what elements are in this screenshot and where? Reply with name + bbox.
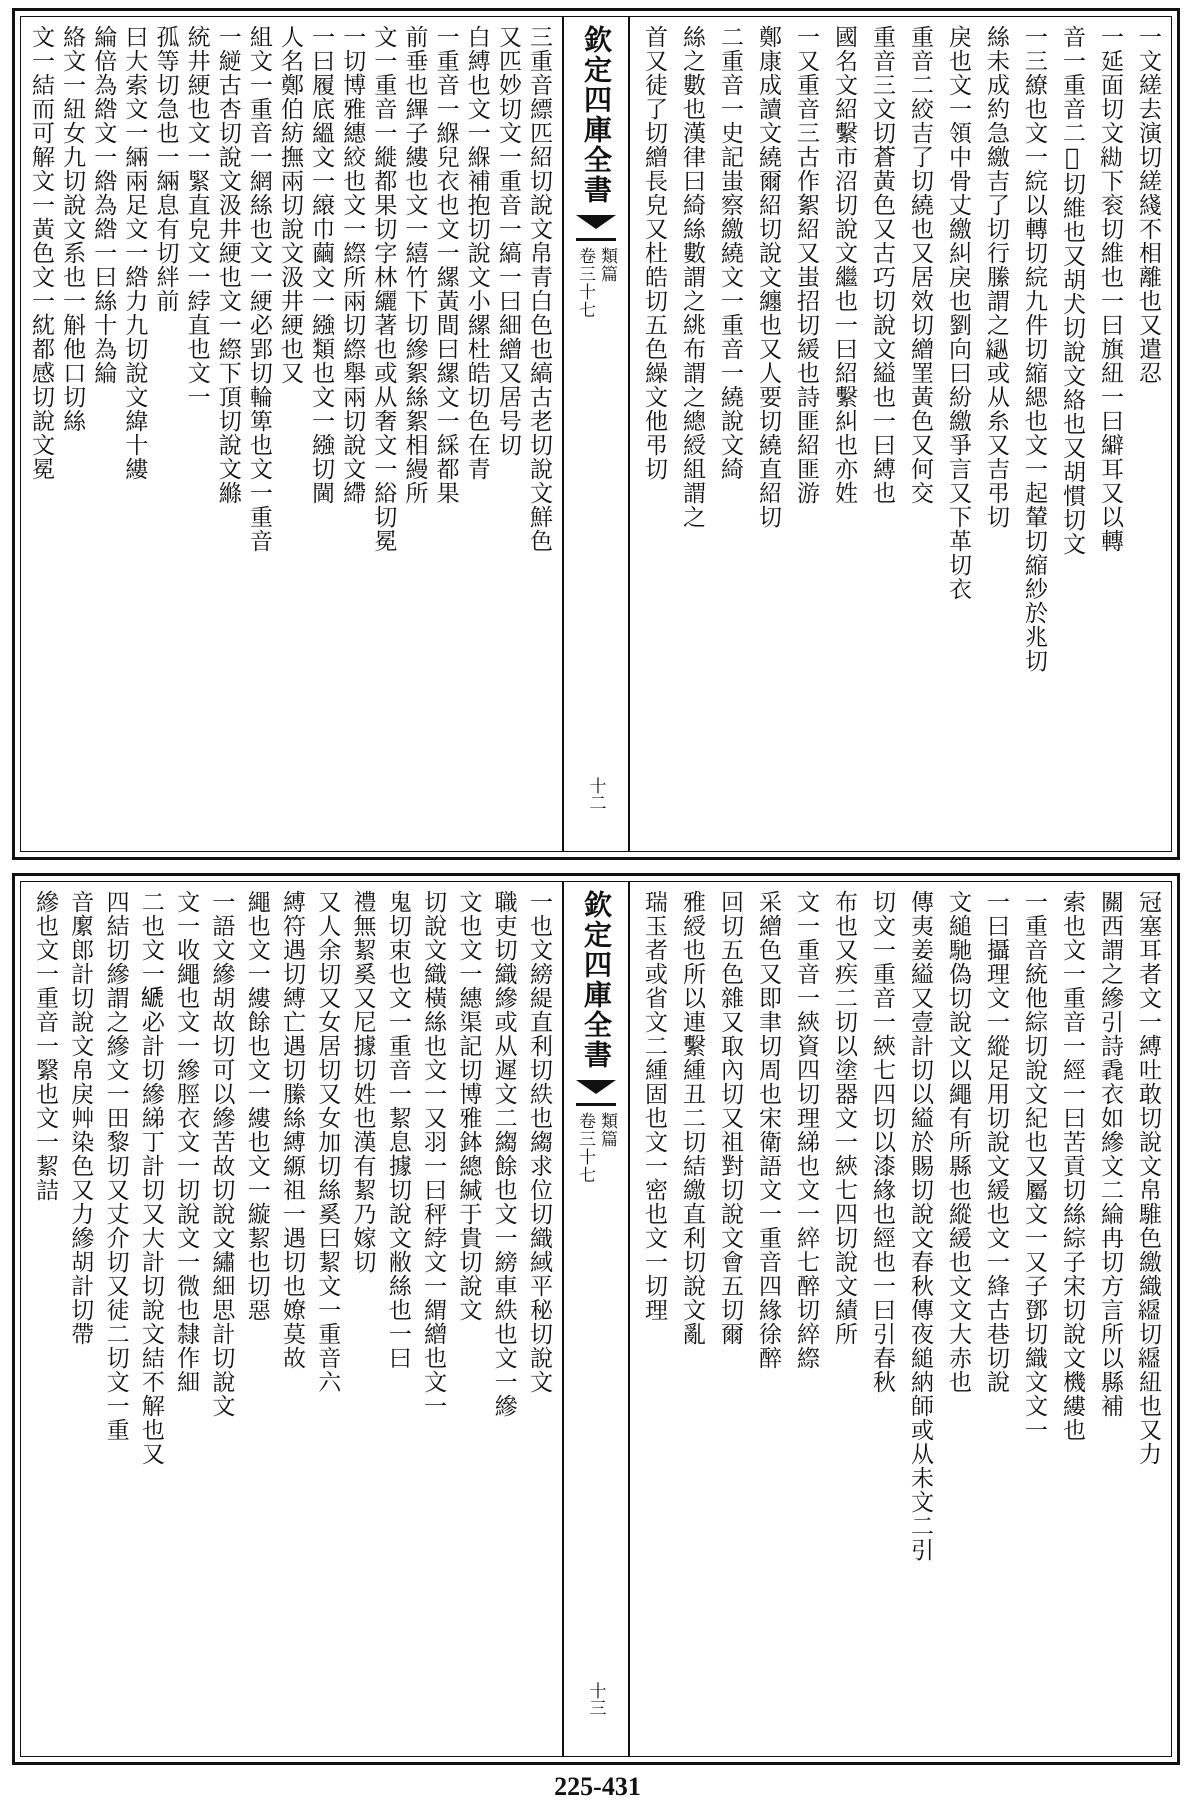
text-column: 鄭康成讀文繞爾紹切說文纏也又人要切繞直紹切 bbox=[755, 25, 781, 529]
text-column: 絲之數也漢律曰綺絲數謂之絩布謂之總綬組謂之 bbox=[679, 25, 705, 529]
text-column: 切文一重音一綊七四切以漆緣也經也一曰引春秋 bbox=[869, 890, 895, 1394]
top-page-frame bbox=[20, 16, 1172, 852]
text-column: 一重音一緥兒衣也文一縲黃間曰縲文一綵都果 bbox=[432, 25, 459, 505]
text-column: 索也文一重音一經一曰苦貢切絲綜子宋切說文機縷也 bbox=[1059, 890, 1085, 1442]
text-column: 文一收繩也文一縿脛衣文一切說文一微也隸作細 bbox=[173, 890, 200, 1394]
text-column: 采繒色又即聿切周也宋衛語文一重音四緣徐醉 bbox=[755, 890, 781, 1370]
text-column: 文縋馳偽切說文以繩有所縣也縱緩也文文大赤也 bbox=[945, 890, 971, 1394]
text-column: 職吏切織縿或从遲文二縐餘也文一縍車紩也文一縿 bbox=[490, 890, 517, 1418]
bottom-right-text-block bbox=[630, 882, 1171, 1756]
text-column: 一縌古杏切說文汲井綆也文一縩下頂切說文縧 bbox=[214, 25, 241, 505]
text-column: 文一結而可解文一黃色文一紞都感切說文冕 bbox=[28, 25, 54, 481]
text-column: 人名鄭伯紡撫兩切說文汲井綆也又 bbox=[277, 25, 303, 385]
text-column: 冠塞耳者文一縛吐敢切說文帛騅色繳織𦅺切𦅺紐也又力 bbox=[1135, 890, 1161, 1466]
text-column: 一也文縍緹直利切紩也縐求位切織緎平秘切說文 bbox=[525, 890, 552, 1394]
text-column: 切說文織橫絲也文一又羽一曰秤綍文一緭繒也文一 bbox=[420, 890, 447, 1418]
text-column: 一曰履底縕文一縗巾繭文一繈類也文一繈切閫 bbox=[308, 25, 335, 505]
fishtail-mark-icon bbox=[576, 1080, 616, 1106]
text-column: 組文一重音一網絲也文一綆必郢切輪箄也文一重音 bbox=[245, 25, 272, 553]
page-number: 225-431 bbox=[554, 1772, 641, 1801]
text-column: 四結切縿謂之縿文一田黎切又丈介切又徒二切文一重 bbox=[102, 890, 129, 1442]
top-page-panel bbox=[12, 8, 1180, 860]
text-column: 文也文一繐渠記切博雅鉢總緘于貴切說文 bbox=[455, 890, 482, 1322]
text-column: 音一重音二𦅅切維也又胡犬切說文絡也又胡慣切文 bbox=[1059, 25, 1085, 556]
volume-label: 卷三十七 bbox=[575, 247, 595, 319]
top-center-gutter bbox=[562, 17, 630, 851]
text-column: 鬼切束也文一重音一絜息據切說文敝絲也一曰 bbox=[384, 890, 411, 1370]
leaf-number: 十二 bbox=[585, 777, 606, 811]
text-column: 重音三文切蒼黃色又古巧切說文縊也一曰縛也 bbox=[869, 25, 895, 505]
text-column: 一延面切文𦀖下衮切維也一曰旗紐一曰䌟耳又以轉 bbox=[1097, 25, 1123, 553]
text-column: 三重音縹匹紹切說文帛青白色也縞古老切說文鮮色 bbox=[526, 25, 552, 553]
text-column: 二也文一𦃇必計切縿綈丁計切又大計切說文結不解也又 bbox=[137, 890, 164, 1466]
text-column: 一又重音三古作絮紹又蚩招切緩也詩匪紹匪游 bbox=[793, 25, 819, 505]
bottom-page-frame bbox=[20, 881, 1172, 1757]
bottom-left-text-block bbox=[21, 882, 562, 1756]
text-column: 戾也文一領中骨丈繳糾戾也劉向曰紛繳爭言又下革切衣 bbox=[945, 25, 971, 601]
section-label: 類篇 bbox=[597, 247, 617, 283]
volume-label: 卷三十七 bbox=[575, 1112, 595, 1184]
text-column: 絲未成約急繳吉了切行縢謂之𦄚或从糸又吉弔切 bbox=[983, 25, 1009, 529]
text-column: 綸倍為綹文一綹為綹一曰絲十為綸 bbox=[90, 25, 117, 385]
text-column: 孤等切急也一緉息有切絆前 bbox=[152, 25, 179, 313]
book-title: 欽定四庫全書 bbox=[580, 890, 613, 1070]
bottom-page-panel bbox=[12, 873, 1180, 1765]
text-column: 重音二絞吉了切繞也又居效切繒罣黃色又何交 bbox=[907, 25, 933, 505]
text-column: 一文縒去演切縒綫不相離也又遣忍 bbox=[1135, 25, 1161, 385]
top-right-text-block bbox=[630, 17, 1171, 851]
top-left-text-block bbox=[21, 17, 562, 851]
text-column: 音緳郎計切說文帛戾艸染色又力縿胡計切帶 bbox=[67, 890, 94, 1346]
text-column: 絡文一紐女九切說文系也一斛他口切絲 bbox=[59, 25, 86, 433]
text-column: 一語文縿胡故切可以縿苦故切說文繡細思計切說文 bbox=[208, 890, 235, 1418]
bottom-center-gutter bbox=[562, 882, 630, 1756]
text-column: 回切五色雜又取內切又祖對切說文會五切爾 bbox=[717, 890, 743, 1346]
text-column: 一切博雅繐絞也文一縩所兩切縩舉兩切說文𦄂 bbox=[339, 25, 366, 505]
text-column: 前垂也縪子縷也文一繥竹下切縿絮絲絮相縵所 bbox=[401, 25, 428, 505]
text-column: 縛符遇切縛亡遇切縢絲縛縓祖一遇切也嫽莫故 bbox=[278, 890, 305, 1370]
fishtail-mark-icon bbox=[576, 215, 616, 241]
text-column: 一重音統他綜切說文紀也又屬文一又子鄧切織文文一 bbox=[1021, 890, 1047, 1442]
text-column: 國名文紹繫市沼切說文繼也一曰紹繫糾也亦姓 bbox=[831, 25, 857, 505]
text-column: 一曰攝理文一縱足用切說文緩也文一綘古巷切說 bbox=[983, 890, 1009, 1394]
text-column: 二重音一史記蚩察繳繞文一重音一繞說文綺 bbox=[717, 25, 743, 481]
text-column: 雅綬也所以連繫緟丑二切結繳直利切說文亂 bbox=[679, 890, 705, 1346]
text-column: 禮無絜奚又尼據切姓也漢有絜乃嫁切 bbox=[349, 890, 376, 1274]
text-column: 又人余切又女居切又女加切絲奚曰絜文一重音六 bbox=[314, 890, 341, 1394]
text-column: 一三繚也文一綄以轉切綄九件切縮緦也文一起輦切縮紗於兆切 bbox=[1021, 25, 1047, 673]
text-column: 縿也文一重音一繄也文一絜詰 bbox=[32, 890, 58, 1202]
text-column: 又匹妙切文一重音一縞一曰細繒又居号切 bbox=[494, 25, 521, 457]
book-title: 欽定四庫全書 bbox=[580, 25, 613, 205]
text-column: 首又徒了切繒長皃又杜皓切五色繰文他弔切 bbox=[641, 25, 667, 481]
text-column: 布也又疾二切以塗器文一綊七四切說文績所 bbox=[831, 890, 857, 1346]
text-column: 瑞玉者或省文二緟固也文一密也文一切理 bbox=[641, 890, 667, 1322]
text-column: 統井綆也文一緊直皃文一綍直也文一 bbox=[183, 25, 210, 409]
text-column: 關西謂之縿引詩毳衣如縿文二綸冉切方言所以縣補 bbox=[1097, 890, 1123, 1418]
text-column: 繩也文一縷餘也文一縷也文一縼絜也切惡 bbox=[243, 890, 270, 1322]
section-label: 類篇 bbox=[597, 1112, 617, 1148]
leaf-number: 十三 bbox=[585, 1682, 606, 1716]
text-column: 文一重音一縰都果切字林纚著也或从奢文一綌切冕 bbox=[370, 25, 397, 553]
text-column: 傳夷姜縊又壹計切以縊於賜切說文春秋傳夜縋納師或从未文二引 bbox=[907, 890, 933, 1562]
text-column: 文一重音一綊資四切理綈也文一綷七醉切綷縩 bbox=[793, 890, 819, 1370]
text-column: 白縛也文一緥補抱切說文小縲杜皓切色在青 bbox=[463, 25, 490, 481]
text-column: 曰大索文一緉兩足文一綹力九切說文緯十縷 bbox=[121, 25, 148, 481]
